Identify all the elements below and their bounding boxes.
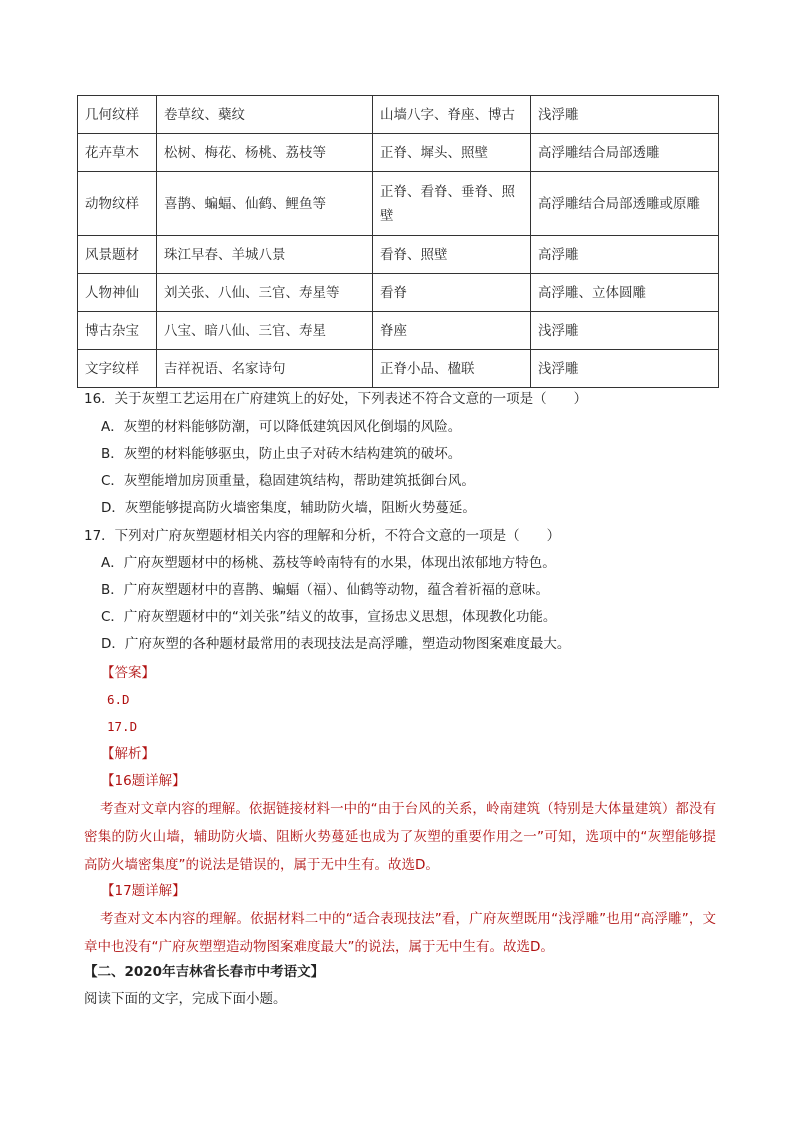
table-cell: 珠江早春、羊城八景 [157, 236, 373, 274]
question-17-stem: 17．下列对广府灰塑题材相关内容的理解和分析，不符合文意的一项是（ ） [84, 528, 561, 544]
answer-label: 【答案】 [101, 665, 155, 681]
table-cell: 高浮雕 [531, 236, 719, 274]
table-cell: 八宝、暗八仙、三官、寿星 [157, 312, 373, 350]
table-cell: 看脊 [373, 274, 531, 312]
table-cell: 正脊、看脊、垂脊、照壁 [373, 172, 531, 236]
table-cell: 脊座 [373, 312, 531, 350]
table-cell: 风景题材 [78, 236, 157, 274]
answer-17: 17.D [107, 719, 138, 734]
section-2-instruction: 阅读下面的文字，完成下面小题。 [84, 991, 287, 1007]
q17-option-a: A．广府灰塑题材中的杨桃、荔枝等岭南特有的水果，体现出浓郁地方特色。 [101, 555, 556, 571]
detail-17-text: 考查对文本内容的理解。依据材料二中的“适合表现技法”看，广府灰塑既用“浅浮雕”也用“高浮雕”，文章中也没有“广府灰塑塑造动物图案难度最大”的说法，属于无中生有。故选D。 [84, 911, 716, 955]
q17-option-d: D．广府灰塑的各种题材最常用的表现技法是高浮雕，塑造动物图案难度最大。 [101, 636, 571, 652]
table-cell: 文字纹样 [78, 350, 157, 388]
q16-option-d: D．灰塑能够提高防火墙密集度，辅助防火墙，阻断火势蔓延。 [101, 500, 476, 516]
detail-17-paragraph [84, 905, 716, 961]
table-cell: 几何纹样 [78, 96, 157, 134]
detail-16-label: 【16题详解】 [101, 773, 186, 789]
table-row [78, 274, 719, 312]
q16-option-c: C．灰塑能增加房顶重量，稳固建筑结构，帮助建筑抵御台风。 [101, 473, 475, 489]
section-2-title: 【二、2020年吉林省长春市中考语文】 [84, 964, 325, 980]
motif-table [77, 95, 719, 388]
table-row [78, 350, 719, 388]
table-cell: 看脊、照壁 [373, 236, 531, 274]
table-row [78, 236, 719, 274]
table-cell: 刘关张、八仙、三官、寿星等 [157, 274, 373, 312]
table-row [78, 172, 719, 236]
analysis-label: 【解析】 [101, 746, 155, 762]
q16-option-a: A．灰塑的材料能够防潮，可以降低建筑因风化倒塌的风险。 [101, 419, 462, 435]
table-cell: 高浮雕结合局部透雕 [531, 134, 719, 172]
table-cell: 高浮雕、立体圆雕 [531, 274, 719, 312]
table-cell: 卷草纹、蘗纹 [157, 96, 373, 134]
q16-option-b: B．灰塑的材料能够驱虫，防止虫子对砖木结构建筑的破坏。 [101, 446, 462, 462]
detail-16-text: 考查对文章内容的理解。依据链接材料一中的“由于台风的关系，岭南建筑（特别是大体量建筑）都没有密集的防火山墙，辅助防火墙、阻断火势蔓延也成为了灰塑的重要作用之一”可知，选项中的“灰塑能够提高防火墙密集度”的说法是错误的，属于无中生有。故选D。 [84, 801, 716, 873]
table-cell: 吉祥祝语、名家诗句 [157, 350, 373, 388]
table-row [78, 134, 719, 172]
table-cell: 正脊、墀头、照壁 [373, 134, 531, 172]
table-row [78, 312, 719, 350]
table-cell: 浅浮雕 [531, 350, 719, 388]
table-cell: 人物神仙 [78, 274, 157, 312]
question-16-stem: 16．关于灰塑工艺运用在广府建筑上的好处，下列表述不符合文意的一项是（ ） [84, 391, 588, 407]
answer-16: 6.D [107, 692, 130, 707]
table-cell: 正脊小品、楹联 [373, 350, 531, 388]
table-cell: 动物纹样 [78, 172, 157, 236]
detail-17-label: 【17题详解】 [101, 883, 186, 899]
detail-16-paragraph [84, 795, 716, 879]
table-cell: 浅浮雕 [531, 96, 719, 134]
table-cell: 喜鹊、蝙蝠、仙鹤、鲤鱼等 [157, 172, 373, 236]
table-cell: 山墙八字、脊座、博古 [373, 96, 531, 134]
q17-option-b: B．广府灰塑题材中的喜鹊、蝙蝠（福）、仙鹤等动物，蕴含着祈福的意味。 [101, 582, 550, 598]
table-row [78, 96, 719, 134]
table-cell: 花卉草木 [78, 134, 157, 172]
table-cell: 高浮雕结合局部透雕或原雕 [531, 172, 719, 236]
table-cell: 浅浮雕 [531, 312, 719, 350]
table-cell: 博古杂宝 [78, 312, 157, 350]
table-cell: 松树、梅花、杨桃、荔枝等 [157, 134, 373, 172]
q17-option-c: C．广府灰塑题材中的“刘关张”结义的故事，宣扬忠义思想，体现教化功能。 [101, 609, 557, 625]
